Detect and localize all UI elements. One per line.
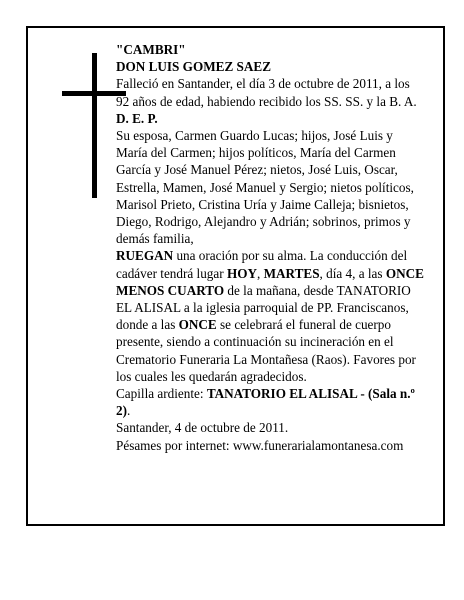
condolences-line: Pésames por internet: www.funerarialamontanesa.com bbox=[116, 437, 404, 453]
once-menos-label: ONCE MENOS CUARTO bbox=[116, 265, 424, 298]
chapel-end: . bbox=[127, 403, 131, 419]
date-line: Santander, 4 de octubre de 2011. bbox=[116, 420, 289, 436]
morning-text: de la mañana, desde TANATORIO EL ALISAL a la iglesia parroquial de PP. Franciscanos, donde a las bbox=[116, 282, 411, 333]
cross-vertical-bar bbox=[92, 53, 97, 198]
ruegan-label: RUEGAN bbox=[116, 248, 174, 264]
deceased-name: DON LUIS GOMEZ SAEZ bbox=[116, 59, 271, 75]
day-text: , día 4, a las bbox=[319, 265, 386, 281]
once-label: ONCE bbox=[178, 317, 217, 333]
nickname: "CAMBRI" bbox=[116, 42, 186, 57]
chapel-place: TANATORIO EL ALISAL - (Sala n.º 2) bbox=[116, 386, 415, 419]
chapel-label: Capilla ardiente: bbox=[116, 386, 207, 402]
prayer-text: una oración por su alma. La conducción del cadáver tendrá lugar bbox=[116, 248, 408, 281]
ceremony-paragraph bbox=[116, 247, 426, 385]
martes-label: MARTES bbox=[263, 265, 320, 281]
obituary-frame bbox=[26, 26, 445, 526]
comma-text: , bbox=[256, 265, 264, 281]
hoy-label: HOY bbox=[226, 265, 257, 281]
chapel-line bbox=[116, 385, 426, 419]
death-line: Falleció en Santander, el día 3 de octubre de 2011, a los 92 años de edad, habiendo recibido los SS. SS. y la B. A. bbox=[116, 76, 417, 109]
family-list: Su esposa, Carmen Guardo Lucas; hijos, José Luis y María del Carmen; hijos políticos, María del Carmen García y José Manuel Pérez; nietos, José Luis, Oscar, Estrella, Mamen, José Manuel y Sergio; nietos políticos, Marisol Prieto, Cristina Uría y Jaime Calleja; bisnietos, Diego, Rodrigo, Alejandro y Adrián; sobrinos, primos y demás familia, bbox=[116, 128, 414, 247]
funeral-text: se celebrará el funeral de cuerpo presente, siendo a continuación su incineración en el Crematorio Funeraria La Montañesa (Raos). Favores por los cuales les quedarán agradecidos. bbox=[116, 317, 416, 384]
obituary-text bbox=[116, 41, 426, 454]
dep-line: D. E. P. bbox=[116, 110, 158, 126]
